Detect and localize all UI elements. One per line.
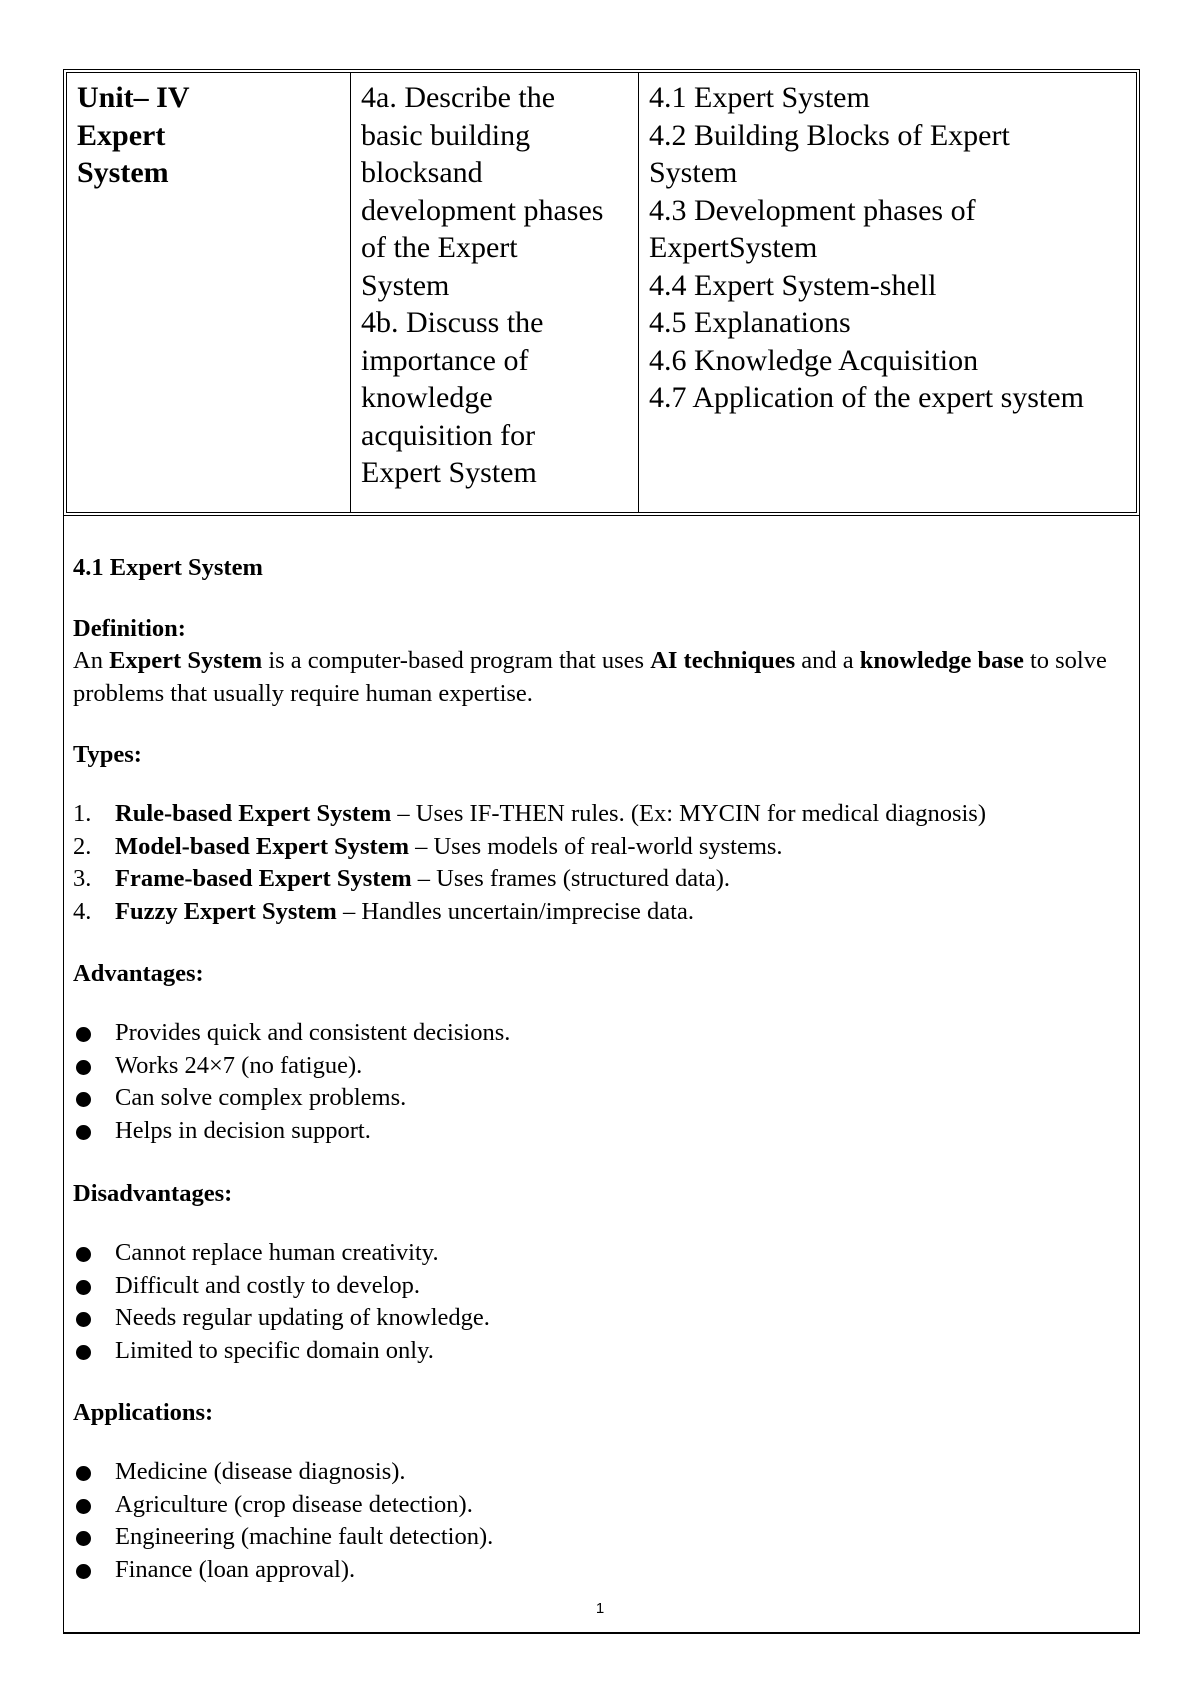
outcome-line: basic building xyxy=(361,118,531,152)
outcome-line: 4a. Describe the xyxy=(361,81,556,114)
topic-line: 4.5 Explanations xyxy=(649,306,851,339)
bullet-icon xyxy=(76,1247,91,1262)
disadvantages-heading: Disadvantages: xyxy=(73,1180,233,1207)
outcome-line: Expert System xyxy=(361,456,537,489)
applications-list xyxy=(73,1456,493,1586)
bullet-icon xyxy=(76,1564,91,1579)
list-item: Limited to specific domain only. xyxy=(73,1335,490,1368)
bullet-icon xyxy=(76,1027,91,1042)
page-number: 1 xyxy=(595,1600,605,1617)
bullet-icon xyxy=(76,1092,91,1107)
outcome-line: 4b. Discuss the xyxy=(361,306,544,339)
list-item: 2. Model-based Expert System – Uses models of real-world systems. xyxy=(73,832,783,860)
list-item: Cannot replace human creativity. xyxy=(73,1237,490,1270)
topic-line: 4.7 Application of the expert system xyxy=(649,381,1084,414)
disadvantages-list xyxy=(73,1237,490,1367)
bullet-icon xyxy=(76,1499,91,1514)
unit-table-row xyxy=(66,72,1137,513)
outcome-line: development phases xyxy=(361,193,604,227)
types-heading: Types: xyxy=(73,741,142,768)
list-item: 4. Fuzzy Expert System – Handles uncertain/imprecise data. xyxy=(73,897,694,925)
topic-line: ExpertSystem xyxy=(649,231,818,264)
outcome-line: importance of xyxy=(361,343,529,377)
list-item: Agriculture (crop disease detection). xyxy=(73,1489,493,1522)
advantages-list xyxy=(73,1017,510,1147)
unit-title-line: Expert xyxy=(77,118,166,152)
bullet-icon xyxy=(76,1345,91,1360)
list-item: 3. Frame-based Expert System – Uses frames (structured data). xyxy=(73,865,731,892)
list-item: Provides quick and consistent decisions. xyxy=(73,1017,510,1050)
list-item: Finance (loan approval). xyxy=(73,1554,493,1587)
bullet-icon xyxy=(76,1312,91,1327)
topic-line: 4.2 Building Blocks of Expert xyxy=(649,118,1010,152)
topic-line: System xyxy=(649,156,738,189)
topic-line: 4.4 Expert System-shell xyxy=(649,268,937,302)
topic-line: 4.1 Expert System xyxy=(649,81,870,114)
bullet-icon xyxy=(76,1060,91,1075)
list-item: Works 24×7 (no fatigue). xyxy=(73,1050,510,1083)
list-item: Medicine (disease diagnosis). xyxy=(73,1456,493,1489)
topic-line: 4.6 Knowledge Acquisition xyxy=(649,343,979,377)
outcome-line: knowledge xyxy=(361,381,493,414)
list-item: Difficult and costly to develop. xyxy=(73,1270,490,1303)
content-frame xyxy=(63,516,1140,1634)
unit-title-cell xyxy=(67,73,350,512)
list-item: 1. Rule-based Expert System – Uses IF-THEN rules. (Ex: MYCIN for medical diagnosis) xyxy=(73,800,986,827)
unit-title-line: Unit– IV xyxy=(77,81,190,114)
advantages-heading: Advantages: xyxy=(73,960,204,987)
outcome-line: acquisition for xyxy=(361,418,536,452)
list-item: Needs regular updating of knowledge. xyxy=(73,1302,490,1335)
unit-table xyxy=(63,69,1140,516)
learning-outcomes-cell xyxy=(350,73,638,512)
unit-title-line: System xyxy=(77,156,169,189)
list-item: Helps in decision support. xyxy=(73,1115,510,1148)
outcome-line: of the Expert xyxy=(361,231,518,264)
definition-text: An Expert System is a computer-based program that uses AI techniques and a knowledge base to solve problems that usually require human expertise. xyxy=(73,647,1107,707)
list-item: Engineering (machine fault detection). xyxy=(73,1521,493,1554)
section-title: 4.1 Expert System xyxy=(73,554,263,581)
bullet-icon xyxy=(76,1280,91,1295)
applications-heading: Applications: xyxy=(73,1399,214,1426)
definition-heading: Definition: xyxy=(73,615,186,642)
list-item: Can solve complex problems. xyxy=(73,1082,510,1115)
types-list xyxy=(73,798,986,928)
outcome-line: System xyxy=(361,268,450,302)
bullet-icon xyxy=(76,1466,91,1481)
outcome-line: blocksand xyxy=(361,156,483,189)
topic-line: 4.3 Development phases of xyxy=(649,193,976,227)
bullet-icon xyxy=(76,1531,91,1546)
bullet-icon xyxy=(76,1125,91,1140)
topics-cell xyxy=(638,73,1136,512)
